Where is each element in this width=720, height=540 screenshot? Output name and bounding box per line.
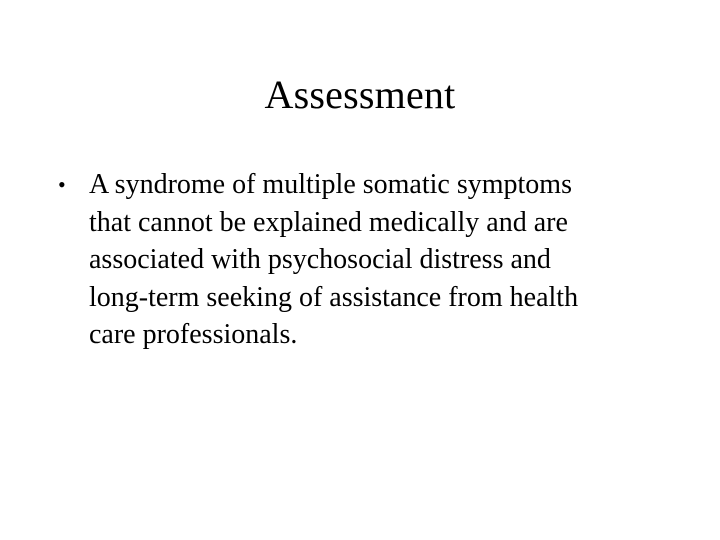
- bullet-text-line: that cannot be explained medically and are: [89, 206, 568, 238]
- bullet-item: [58, 166, 668, 354]
- bullet-list: [58, 166, 668, 354]
- bullet-text-line: care professionals.: [89, 319, 298, 350]
- bullet-text-line: A syndrome of multiple somatic symptoms: [89, 169, 572, 200]
- bullet-text: [89, 166, 668, 354]
- slide-title: Assessment: [264, 72, 456, 117]
- bullet-dot-icon: •: [58, 172, 66, 197]
- bullet-text-line: associated with psychosocial distress and: [89, 244, 551, 275]
- bullet-text-line: long-term seeking of assistance from health: [89, 281, 579, 313]
